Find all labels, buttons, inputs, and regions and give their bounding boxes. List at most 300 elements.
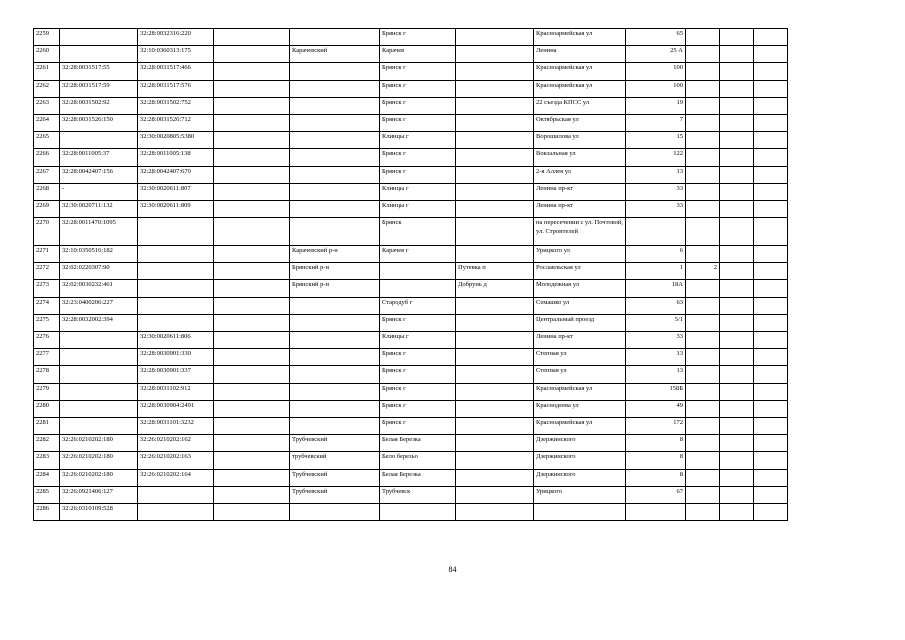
table-cell: [456, 63, 534, 80]
table-cell: [214, 29, 290, 46]
table-cell: [754, 452, 788, 469]
table-cell: Клинцы г: [380, 200, 456, 217]
table-cell: [686, 132, 720, 149]
table-cell: 32:28:0030901:330: [138, 349, 214, 366]
table-cell: [60, 417, 138, 434]
table-cell: [720, 280, 754, 297]
table-cell: [686, 435, 720, 452]
table-row: [34, 435, 788, 452]
table-cell: Дзержинского: [534, 469, 626, 486]
table-cell: [686, 469, 720, 486]
table-cell: [720, 366, 754, 383]
table-cell: [754, 183, 788, 200]
table-cell: [456, 132, 534, 149]
table-row: [34, 263, 788, 280]
table-cell: Белая Березка: [380, 469, 456, 486]
table-cell: [456, 218, 534, 246]
table-cell: 32:28:0031517:55: [60, 63, 138, 80]
table-cell: Степная ул: [534, 349, 626, 366]
table-cell: 32:28:0032002:394: [60, 314, 138, 331]
table-cell: 2278: [34, 366, 60, 383]
table-cell: Брянск г: [380, 400, 456, 417]
table-cell: 63: [626, 297, 686, 314]
table-cell: Красноармейская ул: [534, 383, 626, 400]
table-cell: [720, 452, 754, 469]
table-cell: 6: [626, 246, 686, 263]
table-cell: [626, 503, 686, 520]
table-cell: [456, 349, 534, 366]
table-cell: [754, 417, 788, 434]
table-cell: [214, 280, 290, 297]
table-cell: Брянск г: [380, 63, 456, 80]
table-cell: Дзержинского: [534, 435, 626, 452]
table-cell: [380, 263, 456, 280]
table-cell: 2263: [34, 97, 60, 114]
table-cell: 2277: [34, 349, 60, 366]
table-cell: [686, 280, 720, 297]
table-cell: [720, 400, 754, 417]
table-cell: [290, 218, 380, 246]
table-cell: [60, 366, 138, 383]
table-cell: 32:02:0030232:461: [60, 280, 138, 297]
table-cell: Семашко ул: [534, 297, 626, 314]
table-cell: Карачевский: [290, 46, 380, 63]
table-cell: [720, 469, 754, 486]
table-cell: Карачев г: [380, 246, 456, 263]
table-cell: [686, 63, 720, 80]
table-cell: [60, 46, 138, 63]
table-cell: [720, 200, 754, 217]
table-cell: [720, 486, 754, 503]
table-row: [34, 383, 788, 400]
table-cell: [456, 400, 534, 417]
table-cell: [720, 114, 754, 131]
table-cell: [290, 97, 380, 114]
table-cell: Брянск г: [380, 80, 456, 97]
table-cell: [214, 297, 290, 314]
table-cell: Урицкого: [534, 486, 626, 503]
table-cell: трубчевский: [290, 452, 380, 469]
table-cell: [754, 469, 788, 486]
table-cell: [720, 349, 754, 366]
table-cell: [60, 349, 138, 366]
table-cell: [214, 132, 290, 149]
table-cell: [720, 132, 754, 149]
table-cell: [456, 452, 534, 469]
table-row: [34, 114, 788, 131]
table-cell: [754, 200, 788, 217]
table-cell: [754, 46, 788, 63]
table-cell: [754, 132, 788, 149]
table-cell: [456, 246, 534, 263]
table-row: [34, 349, 788, 366]
table-cell: 32:28:0031517:466: [138, 63, 214, 80]
table-cell: 32:10:0350516:182: [60, 246, 138, 263]
table-cell: 32:26:0921406:127: [60, 486, 138, 503]
table-cell: [686, 114, 720, 131]
table-cell: [138, 314, 214, 331]
table-cell: Белая Березка: [380, 435, 456, 452]
table-cell: 158Б: [626, 383, 686, 400]
table-cell: [214, 486, 290, 503]
table-row: [34, 400, 788, 417]
table-row: [34, 297, 788, 314]
table-cell: [456, 417, 534, 434]
table-cell: 32:30:0020611:806: [138, 332, 214, 349]
table-cell: [290, 63, 380, 80]
table-cell: Брянск г: [380, 349, 456, 366]
table-row: [34, 183, 788, 200]
table-cell: [214, 503, 290, 520]
table-cell: [686, 486, 720, 503]
table-cell: 2264: [34, 114, 60, 131]
table-cell: 172: [626, 417, 686, 434]
table-cell: 2269: [34, 200, 60, 217]
table-cell: [686, 149, 720, 166]
table-cell: Красноармейская ул: [534, 29, 626, 46]
table-row: [34, 280, 788, 297]
table-cell: Ленина пр-кт: [534, 200, 626, 217]
table-cell: [290, 114, 380, 131]
table-cell: [686, 97, 720, 114]
table-cell: Брянский р-н: [290, 280, 380, 297]
table-cell: Брянск г: [380, 97, 456, 114]
table-cell: [60, 29, 138, 46]
table-row: [34, 29, 788, 46]
table-cell: [686, 383, 720, 400]
table-cell: 32:28:0031502:92: [60, 97, 138, 114]
table-cell: [214, 200, 290, 217]
table-cell: [214, 349, 290, 366]
table-row: [34, 332, 788, 349]
table-cell: [686, 452, 720, 469]
table-cell: Карачев: [380, 46, 456, 63]
table-cell: [754, 314, 788, 331]
table-cell: 13: [626, 349, 686, 366]
table-cell: [754, 246, 788, 263]
table-cell: [214, 452, 290, 469]
table-cell: [686, 80, 720, 97]
table-cell: [534, 503, 626, 520]
table-cell: [754, 366, 788, 383]
table-row: [34, 149, 788, 166]
table-cell: [290, 332, 380, 349]
table-cell: Октябрьская ул: [534, 114, 626, 131]
table-cell: [720, 29, 754, 46]
table-cell: [754, 280, 788, 297]
table-cell: [214, 149, 290, 166]
table-cell: 32:28:0011005:138: [138, 149, 214, 166]
table-cell: [214, 400, 290, 417]
table-cell: 2282: [34, 435, 60, 452]
table-cell: [720, 297, 754, 314]
table-cell: 100: [626, 80, 686, 97]
table-cell: [754, 97, 788, 114]
table-row: [34, 417, 788, 434]
table-cell: [60, 132, 138, 149]
table-cell: Клинцы г: [380, 332, 456, 349]
table-cell: Брянск г: [380, 314, 456, 331]
table-cell: [720, 46, 754, 63]
table-cell: [754, 166, 788, 183]
table-cell: 13: [626, 366, 686, 383]
table-cell: 32:28:0031526:712: [138, 114, 214, 131]
table-cell: [214, 166, 290, 183]
table-cell: 100: [626, 63, 686, 80]
table-cell: [686, 297, 720, 314]
table-row: [34, 469, 788, 486]
table-cell: 33: [626, 200, 686, 217]
table-row: [34, 366, 788, 383]
table-cell: Добрунь д: [456, 280, 534, 297]
table-cell: [720, 80, 754, 97]
table-cell: [290, 400, 380, 417]
address-registry-table: [33, 28, 788, 521]
table-cell: [686, 503, 720, 520]
table-cell: Ленина: [534, 46, 626, 63]
table-cell: 8: [626, 452, 686, 469]
table-cell: 13: [626, 166, 686, 183]
table-cell: 8: [626, 469, 686, 486]
table-cell: [290, 200, 380, 217]
table-cell: [138, 486, 214, 503]
table-cell: 5/1: [626, 314, 686, 331]
table-cell: [290, 417, 380, 434]
table-cell: 2284: [34, 469, 60, 486]
table-cell: [456, 435, 534, 452]
table-cell: [456, 297, 534, 314]
table-cell: 33: [626, 332, 686, 349]
table-cell: 19: [626, 97, 686, 114]
table-cell: Брянск г: [380, 29, 456, 46]
table-cell: [720, 246, 754, 263]
table-cell: 32:26:0210202:164: [138, 469, 214, 486]
table-cell: [686, 400, 720, 417]
table-cell: 49: [626, 400, 686, 417]
table-cell: Красноармейская ул: [534, 80, 626, 97]
table-cell: [720, 383, 754, 400]
table-cell: Брянский р-н: [290, 263, 380, 280]
registry-sheet: [33, 28, 787, 521]
table-cell: Брянск г: [380, 383, 456, 400]
table-cell: [754, 149, 788, 166]
table-cell: 22 съезда КПСС ул: [534, 97, 626, 114]
table-cell: [456, 97, 534, 114]
table-cell: 32:02:0220307:90: [60, 263, 138, 280]
table-cell: [214, 218, 290, 246]
table-cell: Молодежная ул: [534, 280, 626, 297]
table-cell: 2280: [34, 400, 60, 417]
table-cell: Путевка п: [456, 263, 534, 280]
table-cell: [754, 114, 788, 131]
table-cell: Стародуб г: [380, 297, 456, 314]
table-cell: 7: [626, 114, 686, 131]
table-cell: [720, 166, 754, 183]
table-cell: [720, 503, 754, 520]
table-row: [34, 46, 788, 63]
table-cell: [214, 183, 290, 200]
table-cell: [60, 400, 138, 417]
table-cell: [754, 435, 788, 452]
table-row: [34, 200, 788, 217]
table-cell: [456, 46, 534, 63]
table-cell: [686, 166, 720, 183]
page-number: 84: [448, 565, 457, 574]
table-cell: 32:23:0400206:227: [60, 297, 138, 314]
table-cell: 32:26:0210202:180: [60, 469, 138, 486]
table-cell: 2-я Аллея ул: [534, 166, 626, 183]
table-cell: [456, 314, 534, 331]
table-cell: [214, 469, 290, 486]
table-cell: [290, 383, 380, 400]
table-cell: [214, 417, 290, 434]
table-cell: [138, 263, 214, 280]
table-cell: 32:30:0020805:5380: [138, 132, 214, 149]
table-cell: [686, 200, 720, 217]
table-cell: [720, 417, 754, 434]
table-cell: [686, 314, 720, 331]
table-cell: Трубчевский: [290, 486, 380, 503]
table-cell: 32:28:0031101:3232: [138, 417, 214, 434]
table-cell: [456, 332, 534, 349]
table-cell: 32:30:0020611:809: [138, 200, 214, 217]
table-cell: [138, 297, 214, 314]
table-cell: [720, 435, 754, 452]
table-cell: 2275: [34, 314, 60, 331]
table-cell: 2276: [34, 332, 60, 349]
table-cell: [214, 366, 290, 383]
table-cell: 2266: [34, 149, 60, 166]
table-cell: 33: [626, 183, 686, 200]
table-cell: 122: [626, 149, 686, 166]
table-cell: 2273: [34, 280, 60, 297]
table-cell: [290, 183, 380, 200]
table-cell: [754, 349, 788, 366]
table-cell: [214, 383, 290, 400]
table-row: [34, 486, 788, 503]
table-cell: Красноармейская ул: [534, 63, 626, 80]
table-cell: 32:28:0031517:576: [138, 80, 214, 97]
table-cell: 2265: [34, 132, 60, 149]
table-cell: 2281: [34, 417, 60, 434]
table-cell: 18А: [626, 280, 686, 297]
table-cell: 32:28:0031526:150: [60, 114, 138, 131]
table-cell: [60, 332, 138, 349]
table-cell: [686, 349, 720, 366]
table-cell: Трубчевский: [290, 435, 380, 452]
table-cell: [456, 503, 534, 520]
table-cell: 2262: [34, 80, 60, 97]
table-cell: [686, 46, 720, 63]
table-cell: 1: [626, 263, 686, 280]
table-cell: Краснодеева ул: [534, 400, 626, 417]
table-cell: [456, 166, 534, 183]
table-cell: [214, 314, 290, 331]
table-cell: Трубчевский: [290, 469, 380, 486]
table-cell: [380, 280, 456, 297]
table-cell: [290, 314, 380, 331]
table-cell: [686, 218, 720, 246]
table-cell: Брянск г: [380, 166, 456, 183]
table-cell: 2270: [34, 218, 60, 246]
table-cell: 32:10:0360313:175: [138, 46, 214, 63]
table-row: [34, 97, 788, 114]
table-cell: 2: [686, 263, 720, 280]
table-cell: [720, 332, 754, 349]
table-row: [34, 314, 788, 331]
table-cell: Ленина пр-кт: [534, 332, 626, 349]
table-cell: [290, 297, 380, 314]
table-cell: [686, 417, 720, 434]
table-cell: [754, 297, 788, 314]
table-cell: [138, 246, 214, 263]
table-cell: 32:30:0020611:807: [138, 183, 214, 200]
table-cell: [214, 63, 290, 80]
table-cell: 32:26:0210202:162: [138, 435, 214, 452]
table-cell: Ленина пр-кт: [534, 183, 626, 200]
table-cell: Брянск г: [380, 149, 456, 166]
table-cell: [290, 80, 380, 97]
table-cell: Брянск г: [380, 417, 456, 434]
table-cell: 65: [626, 29, 686, 46]
table-cell: [60, 383, 138, 400]
table-cell: 25 А: [626, 46, 686, 63]
table-cell: Центральный проезд: [534, 314, 626, 331]
table-cell: [380, 503, 456, 520]
table-cell: Рославльская ул: [534, 263, 626, 280]
table-cell: Брянск г: [380, 366, 456, 383]
table-cell: Клинцы г: [380, 183, 456, 200]
table-cell: Брянск г: [380, 114, 456, 131]
table-cell: 2259: [34, 29, 60, 46]
table-cell: [290, 29, 380, 46]
table-cell: 32:28:0042407:670: [138, 166, 214, 183]
table-cell: 2283: [34, 452, 60, 469]
table-cell: 32:28:0031517:59: [60, 80, 138, 97]
table-row: [34, 218, 788, 246]
table-cell: 32:26:0210202:180: [60, 435, 138, 452]
table-cell: [456, 29, 534, 46]
table-cell: 32:26:0210202:180: [60, 452, 138, 469]
table-cell: [754, 29, 788, 46]
table-cell: 32:28:0011005:37: [60, 149, 138, 166]
table-cell: 67: [626, 486, 686, 503]
table-cell: 32:28:0011470:1095: [60, 218, 138, 246]
table-cell: [686, 29, 720, 46]
table-cell: 32:30:0020711:132: [60, 200, 138, 217]
table-cell: [754, 486, 788, 503]
table-cell: [456, 366, 534, 383]
table-cell: [290, 132, 380, 149]
table-cell: [138, 218, 214, 246]
table-cell: 2274: [34, 297, 60, 314]
table-cell: [754, 218, 788, 246]
table-cell: 32:28:0031502:752: [138, 97, 214, 114]
table-cell: Ворошилова ул: [534, 132, 626, 149]
table-cell: [720, 149, 754, 166]
table-cell: Урицкого ул: [534, 246, 626, 263]
table-cell: [720, 314, 754, 331]
table-cell: [686, 246, 720, 263]
table-cell: [214, 332, 290, 349]
table-cell: 2285: [34, 486, 60, 503]
table-cell: [290, 366, 380, 383]
table-cell: 2268: [34, 183, 60, 200]
table-cell: [754, 332, 788, 349]
table-cell: 32:28:0042407:156: [60, 166, 138, 183]
table-cell: Дзержинского: [534, 452, 626, 469]
table-cell: [720, 263, 754, 280]
